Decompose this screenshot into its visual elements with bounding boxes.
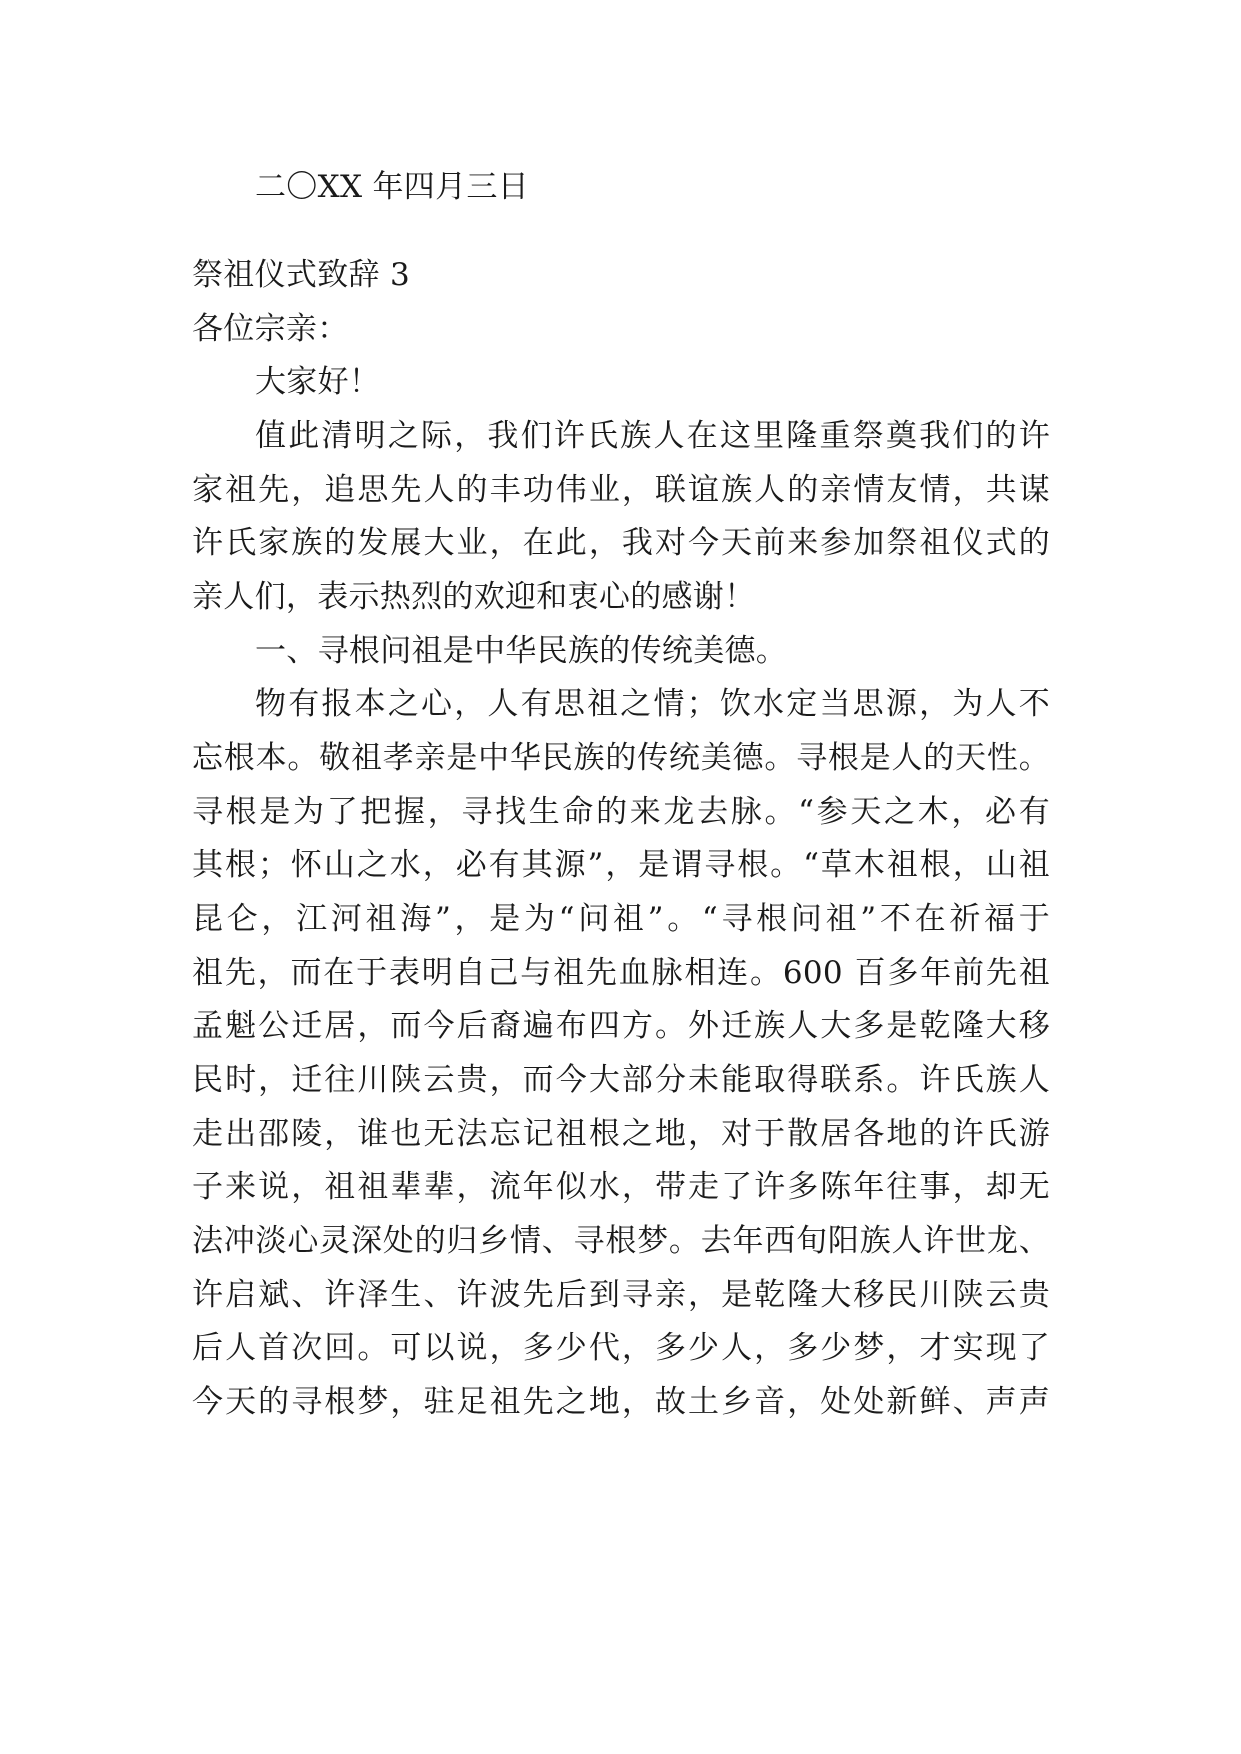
- paragraph-line: 其根；怀山之水，必有其源”，是谓寻根。“草木祖根，山祖: [192, 847, 1050, 883]
- paragraph-line: 孟魁公迁居，而今后裔遍布四方。外迁族人大多是乾隆大移: [192, 1008, 1050, 1044]
- date-line: 二〇XX 年四月三日: [255, 169, 529, 205]
- paragraph-line: 寻根是为了把握，寻找生命的来龙去脉。“参天之木，必有: [192, 794, 1050, 830]
- paragraph-line: 忘根本。敬祖孝亲是中华民族的传统美德。寻根是人的天性。: [192, 740, 1050, 776]
- section-title: 祭祖仪式致辞 3: [192, 257, 410, 293]
- paragraph-line: 后人首次回。可以说，多少代，多少人，多少梦，才实现了: [192, 1330, 1050, 1366]
- greeting: 大家好！: [255, 364, 381, 400]
- section-heading: 一、寻根问祖是中华民族的传统美德。: [255, 633, 788, 669]
- paragraph-line: 值此清明之际，我们许氏族人在这里隆重祭奠我们的许: [255, 418, 1050, 454]
- paragraph-line: 子来说，祖祖辈辈，流年似水，带走了许多陈年往事，却无: [192, 1169, 1050, 1205]
- salutation: 各位宗亲：: [192, 311, 349, 347]
- paragraph-line: 祖先，而在于表明自己与祖先血脉相连。600 百多年前先祖: [192, 955, 1050, 991]
- paragraph-line: 昆仑，江河祖海”，是为“问祖”。“寻根问祖”不在祈福于: [192, 901, 1050, 937]
- paragraph-line: 许启斌、许泽生、许波先后到寻亲，是乾隆大移民川陕云贵: [192, 1277, 1050, 1313]
- paragraph-line: 民时，迁往川陕云贵，而今大部分未能取得联系。许氏族人: [192, 1062, 1050, 1098]
- paragraph-line: 亲人们，表示热烈的欢迎和衷心的感谢！: [192, 579, 756, 615]
- paragraph-line: 今天的寻根梦，驻足祖先之地，故土乡音，处处新鲜、声声: [192, 1384, 1050, 1420]
- paragraph-line: 法冲淡心灵深处的归乡情、寻根梦。去年西旬阳族人许世龙、: [192, 1223, 1050, 1259]
- paragraph-line: 家祖先，追思先人的丰功伟业，联谊族人的亲情友情，共谋: [192, 472, 1050, 508]
- paragraph-line: 走出邵陵，谁也无法忘记祖根之地，对于散居各地的许氏游: [192, 1116, 1050, 1152]
- paragraph-line: 许氏家族的发展大业，在此，我对今天前来参加祭祖仪式的: [192, 525, 1050, 561]
- paragraph-line: 物有报本之心，人有思祖之情；饮水定当思源，为人不: [255, 686, 1050, 722]
